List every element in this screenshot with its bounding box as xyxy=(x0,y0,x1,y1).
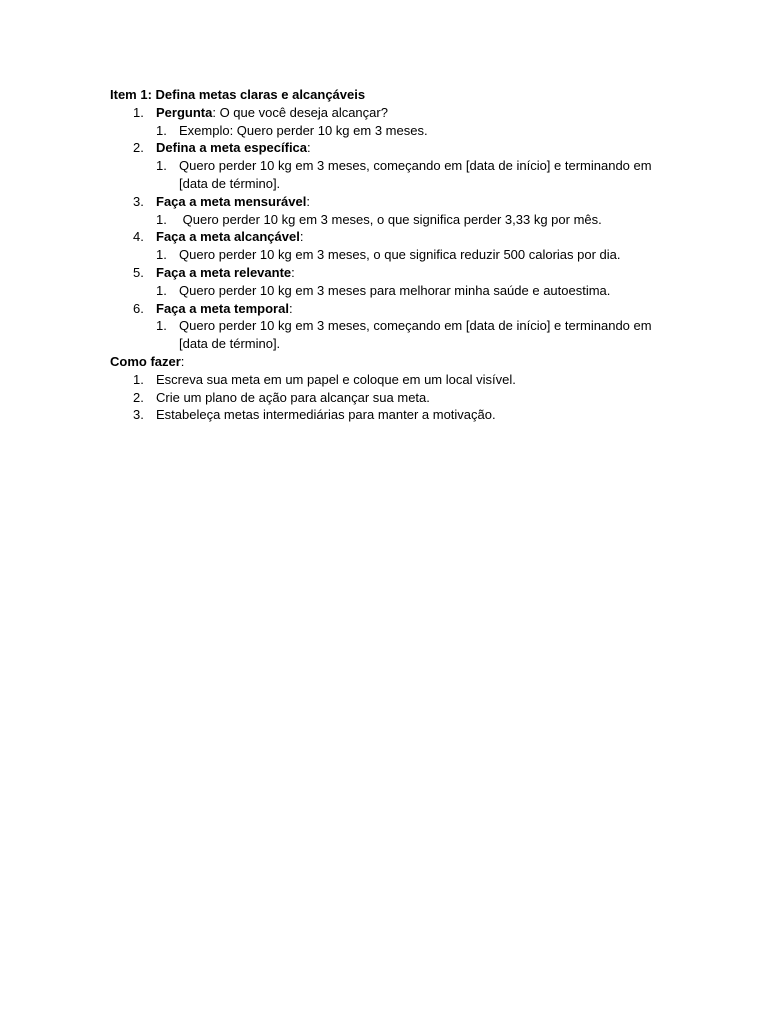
sub-item-number: 1. xyxy=(156,158,167,174)
sub-list-item xyxy=(156,122,658,140)
list-item xyxy=(110,371,658,389)
item-number: 3. xyxy=(133,193,144,209)
sub-item-text: Quero perder 10 kg em 3 meses, começando em [data de início] e terminando em [data de término]. xyxy=(179,318,652,352)
sub-list xyxy=(156,317,658,353)
sub-list xyxy=(156,282,658,300)
sub-list xyxy=(156,157,658,193)
item-number: 4. xyxy=(133,229,144,245)
item-label: Pergunta xyxy=(156,104,213,120)
section1-list xyxy=(110,104,658,353)
item-label: Faça a meta relevante xyxy=(156,264,292,280)
item-text: Escreva sua meta em um papel e coloque em um local visível. xyxy=(156,371,516,387)
sub-item-number: 1. xyxy=(156,211,167,227)
list-item xyxy=(110,264,658,300)
item-number: 3. xyxy=(133,407,144,423)
section2-list xyxy=(110,371,658,424)
sub-list-item xyxy=(156,211,658,229)
sub-item-number: 1. xyxy=(156,282,167,298)
item-suffix: : xyxy=(291,264,295,280)
list-item xyxy=(110,406,658,424)
list-item xyxy=(110,389,658,407)
item-number: 6. xyxy=(133,300,144,316)
item-number: 5. xyxy=(133,264,144,280)
sub-list xyxy=(156,122,658,140)
item-text: Estabeleça metas intermediárias para manter a motivação. xyxy=(156,407,496,423)
sub-item-text: Quero perder 10 kg em 3 meses, o que significa perder 3,33 kg por mês. xyxy=(179,211,602,227)
list-item xyxy=(110,228,658,264)
sub-item-text: Exemplo: Quero perder 10 kg em 3 meses. xyxy=(179,122,428,138)
sub-list xyxy=(156,246,658,264)
item-suffix: : xyxy=(299,229,304,245)
document-page xyxy=(110,86,658,424)
sub-item-number: 1. xyxy=(156,318,167,334)
item-number: 2. xyxy=(133,140,144,156)
item-label: Faça a meta mensurável xyxy=(156,193,307,209)
sub-list-item xyxy=(156,317,658,353)
item-number: 2. xyxy=(133,389,144,405)
item-suffix: : O que você deseja alcançar? xyxy=(212,104,388,120)
sub-list xyxy=(156,211,658,229)
item-number: 1. xyxy=(133,371,144,387)
sub-item-text: Quero perder 10 kg em 3 meses para melhorar minha saúde e autoestima. xyxy=(179,282,611,298)
sub-list-item xyxy=(156,282,658,300)
item-suffix: : xyxy=(288,300,293,316)
sub-item-number: 1. xyxy=(156,122,167,138)
sub-list-item xyxy=(156,246,658,264)
sub-item-text: Quero perder 10 kg em 3 meses, o que significa reduzir 500 calorias por dia. xyxy=(179,247,621,263)
list-item xyxy=(110,104,658,140)
sub-item-text: Quero perder 10 kg em 3 meses, começando em [data de início] e terminando em [data de término]. xyxy=(179,158,652,191)
item-text: Crie um plano de ação para alcançar sua meta. xyxy=(156,389,430,405)
item-suffix: : xyxy=(307,140,311,156)
item-label: Faça a meta alcançável xyxy=(156,229,300,245)
list-item xyxy=(110,193,658,229)
section2-heading: Como fazer: xyxy=(110,353,185,369)
sub-item-number: 1. xyxy=(156,247,167,263)
list-item xyxy=(110,139,658,192)
list-item xyxy=(110,300,658,353)
item-suffix: : xyxy=(306,193,310,209)
item-label: Defina a meta específica xyxy=(156,140,308,156)
item-label: Faça a meta temporal xyxy=(156,300,289,316)
sub-list-item xyxy=(156,157,658,193)
item-number: 1. xyxy=(133,104,144,120)
section1-heading: Item 1: Defina metas claras e alcançáveis xyxy=(110,87,366,102)
